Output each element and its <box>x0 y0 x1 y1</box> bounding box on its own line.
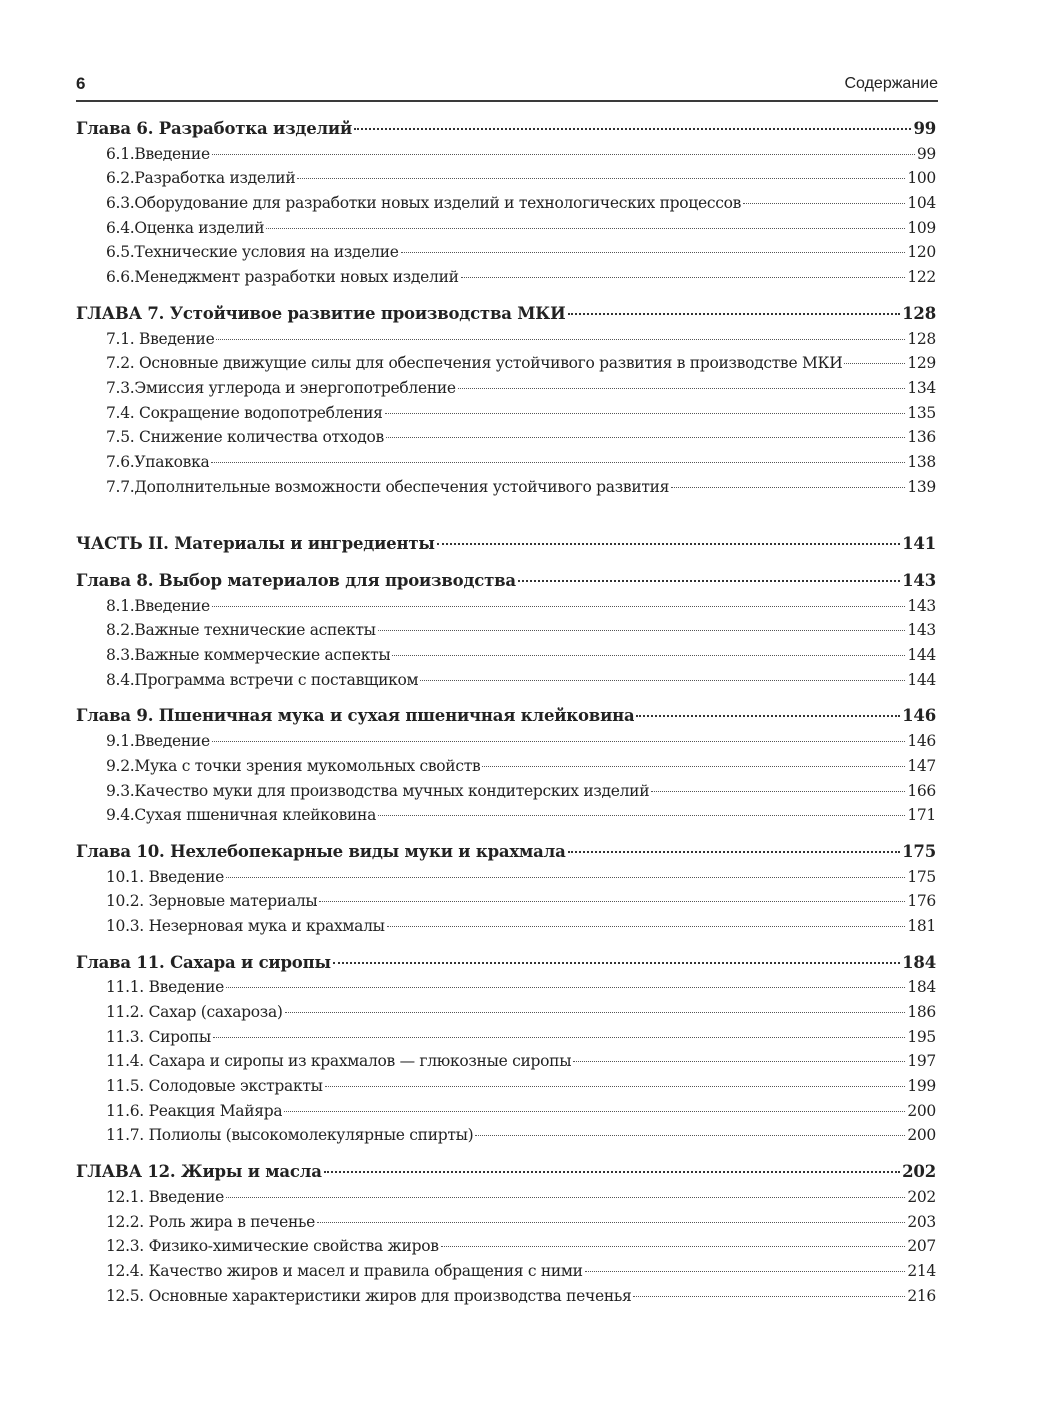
section-entry-page: 144 <box>907 646 936 665</box>
chapter-entry-page: 175 <box>902 841 936 861</box>
section-entry-title: 7.1. Введение <box>106 329 215 348</box>
section-entry[interactable] <box>76 351 936 376</box>
dot-leader <box>387 926 906 927</box>
section-entry-title: 6.4.Оценка изделий <box>106 218 265 237</box>
dot-leader <box>319 901 905 902</box>
section-entry[interactable] <box>76 1099 936 1124</box>
section-gap <box>76 692 936 704</box>
section-entry[interactable] <box>76 779 936 804</box>
chapter-entry[interactable] <box>76 532 936 557</box>
section-entry-title: 11.7. Полиолы (высокомолекулярные спирты) <box>106 1126 474 1145</box>
section-entry[interactable] <box>76 376 936 401</box>
section-entry-page: 104 <box>907 194 936 213</box>
section-entry[interactable] <box>76 327 936 352</box>
dot-leader <box>651 791 905 792</box>
dot-leader <box>386 437 905 438</box>
dot-leader <box>297 178 905 179</box>
section-entry[interactable] <box>76 803 936 828</box>
section-entry-title: 12.1. Введение <box>106 1187 225 1206</box>
section-entry-page: 143 <box>907 596 936 615</box>
dot-leader <box>211 462 905 463</box>
section-entry-title: 6.1.Введение <box>106 144 210 163</box>
section-entry-title: 11.3. Сиропы <box>106 1027 211 1046</box>
section-entry[interactable] <box>76 865 936 890</box>
running-title: Содержание <box>844 75 938 92</box>
chapter-entry-title: ГЛАВА 7. Устойчивое развитие производства МКИ <box>76 303 566 323</box>
section-entry-page: 134 <box>907 378 936 397</box>
section-entry-title: 11.5. Солодовые экстракты <box>106 1077 323 1096</box>
section-entry-title: 10.2. Зерновые материалы <box>106 892 318 911</box>
dot-leader <box>378 630 906 631</box>
section-entry-page: 109 <box>907 218 936 237</box>
dot-leader <box>636 715 900 717</box>
dot-leader <box>573 1061 905 1062</box>
section-entry-title: 8.1.Введение <box>106 596 210 615</box>
chapter-entry[interactable] <box>76 569 936 594</box>
dot-leader <box>518 580 900 582</box>
section-entry[interactable] <box>76 668 936 693</box>
section-gap <box>76 828 936 840</box>
section-entry-title: 11.6. Реакция Майяра <box>106 1101 283 1120</box>
dot-leader <box>482 766 905 767</box>
dot-leader <box>585 1271 906 1272</box>
section-entry-title: 12.4. Качество жиров и масел и правила обращения с ними <box>106 1261 583 1280</box>
chapter-entry[interactable] <box>76 951 936 976</box>
dot-leader <box>226 877 905 878</box>
section-entry[interactable] <box>76 729 936 754</box>
section-entry-page: 122 <box>907 268 936 287</box>
section-entry[interactable] <box>76 618 936 643</box>
section-entry[interactable] <box>76 1074 936 1099</box>
section-entry-page: 128 <box>907 329 936 348</box>
section-entry[interactable] <box>76 166 936 191</box>
section-entry-page: 181 <box>907 916 936 935</box>
chapter-entry-title: Глава 10. Нехлебопекарные виды муки и крахмала <box>76 841 566 861</box>
chapter-entry-title: Глава 6. Разработка изделий <box>76 119 353 138</box>
dot-leader <box>213 1037 905 1038</box>
section-entry-page: 175 <box>907 867 936 886</box>
section-entry-title: 6.2.Разработка изделий <box>106 169 296 188</box>
section-entry[interactable] <box>76 142 936 167</box>
section-entry[interactable] <box>76 1025 936 1050</box>
section-entry-title: 12.2. Роль жира в печенье <box>106 1212 316 1231</box>
dot-leader <box>226 1197 905 1198</box>
section-entry-title: 6.3.Оборудование для разработки новых изделий и технологических процессов <box>106 194 742 213</box>
chapter-entry[interactable] <box>76 117 936 142</box>
section-entry-page: 138 <box>907 452 936 471</box>
section-entry-page: 199 <box>907 1077 936 1096</box>
section-gap <box>76 557 936 569</box>
section-entry[interactable] <box>76 265 936 290</box>
dot-leader <box>461 277 906 278</box>
section-entry-page: 139 <box>907 477 936 496</box>
chapter-entry[interactable] <box>76 1160 936 1185</box>
section-entry[interactable] <box>76 643 936 668</box>
chapter-entry-title: ЧАСТЬ II. Материалы и ингредиенты <box>76 534 435 554</box>
dot-leader <box>324 1171 900 1173</box>
dot-leader <box>420 680 905 681</box>
section-entry-title: 7.2. Основные движущие силы для обеспечения устойчивого развития в производстве МКИ <box>106 354 843 373</box>
section-entry[interactable] <box>76 1185 936 1210</box>
section-entry-page: 186 <box>907 1003 936 1021</box>
section-entry[interactable] <box>76 1210 936 1235</box>
section-entry-page: 135 <box>907 403 936 422</box>
section-entry-page: 166 <box>907 781 936 800</box>
chapter-entry-page: 146 <box>902 706 936 726</box>
page-header <box>76 74 938 102</box>
dot-leader <box>226 987 905 988</box>
dot-leader <box>475 1135 905 1136</box>
section-entry[interactable] <box>76 1049 936 1074</box>
section-entry-title: 12.5. Основные характеристики жиров для производства печенья <box>106 1286 632 1305</box>
section-entry-title: 7.4. Сокращение водопотребления <box>106 403 383 422</box>
section-entry-title: 11.4. Сахара и сиропы из крахмалов — глюкозные сиропы <box>106 1052 572 1071</box>
section-entry[interactable] <box>76 475 936 500</box>
dot-leader <box>568 851 901 853</box>
section-entry-title: 7.7.Дополнительные возможности обеспечения устойчивого развития <box>106 477 670 496</box>
section-gap <box>76 499 936 532</box>
dot-leader <box>216 339 905 340</box>
section-entry[interactable] <box>76 240 936 265</box>
dot-leader <box>392 655 905 656</box>
section-entry-page: 136 <box>907 428 936 447</box>
section-entry[interactable] <box>76 889 936 914</box>
section-entry-title: 11.1. Введение <box>106 978 225 997</box>
chapter-entry-page: 202 <box>902 1162 936 1182</box>
section-entry-page: 129 <box>907 354 936 373</box>
section-entry-title: 11.2. Сахар (сахароза) <box>106 1003 283 1021</box>
section-entry-title: 8.4.Программа встречи с поставщиком <box>106 670 419 689</box>
section-gap <box>76 1148 936 1160</box>
section-entry-title: 9.2.Мука с точки зрения мукомольных свойств <box>106 756 481 775</box>
section-entry-title: 7.6.Упаковка <box>106 452 210 471</box>
section-entry-page: 100 <box>907 169 936 188</box>
section-entry[interactable] <box>76 754 936 779</box>
section-entry-page: 195 <box>907 1027 936 1046</box>
chapter-entry[interactable] <box>76 704 936 729</box>
chapter-entry[interactable] <box>76 840 936 865</box>
dot-leader <box>401 252 906 253</box>
dot-leader <box>385 413 906 414</box>
section-entry-page: 200 <box>907 1126 936 1145</box>
section-entry-page: 202 <box>907 1187 936 1206</box>
section-entry[interactable] <box>76 191 936 216</box>
section-entry-page: 184 <box>907 978 936 997</box>
dot-leader <box>284 1111 905 1112</box>
dot-leader <box>458 388 906 389</box>
section-entry-title: 7.3.Эмиссия углерода и энергопотребление <box>106 378 456 397</box>
dot-leader <box>844 363 905 364</box>
section-entry[interactable] <box>76 1000 936 1025</box>
table-of-contents <box>76 117 936 1308</box>
section-entry-page: 214 <box>907 1261 936 1280</box>
section-entry-page: 200 <box>907 1101 936 1120</box>
section-entry[interactable] <box>76 1259 936 1284</box>
dot-leader <box>333 962 900 964</box>
section-entry-title: 8.3.Важные коммерческие аспекты <box>106 646 391 665</box>
section-entry[interactable] <box>76 975 936 1000</box>
chapter-entry-title: Глава 11. Сахара и сиропы <box>76 952 331 972</box>
section-entry[interactable] <box>76 594 936 619</box>
section-entry[interactable] <box>76 401 936 426</box>
chapter-entry-page: 143 <box>902 571 936 590</box>
section-entry[interactable] <box>76 425 936 450</box>
section-entry-page: 216 <box>907 1286 936 1305</box>
section-entry-page: 171 <box>907 806 936 825</box>
page-number: 6 <box>76 74 86 93</box>
section-entry-page: 176 <box>907 892 936 911</box>
section-entry-title: 10.3. Незерновая мука и крахмалы <box>106 916 385 935</box>
chapter-entry-page: 141 <box>902 534 936 554</box>
section-entry-page: 197 <box>907 1052 936 1071</box>
chapter-entry-title: Глава 8. Выбор материалов для производства <box>76 571 516 590</box>
chapter-entry-page: 128 <box>902 303 936 323</box>
dot-leader <box>285 1012 906 1013</box>
dot-leader <box>325 1086 906 1087</box>
dot-leader <box>378 815 905 816</box>
section-entry-title: 12.3. Физико-химические свойства жиров <box>106 1237 439 1256</box>
section-gap <box>76 290 936 302</box>
section-entry-page: 203 <box>907 1212 936 1231</box>
section-entry[interactable] <box>76 914 936 939</box>
section-entry-page: 207 <box>907 1237 936 1256</box>
chapter-entry-title: ГЛАВА 12. Жиры и масла <box>76 1162 322 1182</box>
section-entry-page: 120 <box>907 243 936 262</box>
section-entry-title: 9.3.Качество муки для производства мучных кондитерских изделий <box>106 781 650 800</box>
section-entry-page: 99 <box>916 144 936 163</box>
dot-leader <box>441 1246 906 1247</box>
section-entry-title: 9.1.Введение <box>106 732 210 751</box>
section-entry[interactable] <box>76 1284 936 1309</box>
dot-leader <box>743 203 905 204</box>
dot-leader <box>317 1222 905 1223</box>
chapter-entry-page: 184 <box>902 952 936 972</box>
section-entry-page: 147 <box>907 756 936 775</box>
section-entry[interactable] <box>76 1234 936 1259</box>
section-entry[interactable] <box>76 216 936 241</box>
section-entry-title: 6.5.Технические условия на изделие <box>106 243 399 262</box>
dot-leader <box>568 313 901 315</box>
section-entry-page: 143 <box>907 621 936 640</box>
dot-leader <box>437 543 900 545</box>
section-entry-title: 7.5. Снижение количества отходов <box>106 428 384 447</box>
chapter-entry-page: 99 <box>913 119 936 138</box>
chapter-entry-title: Глава 9. Пшеничная мука и сухая пшеничная клейковина <box>76 706 635 726</box>
section-entry-title: 10.1. Введение <box>106 867 225 886</box>
section-entry[interactable] <box>76 1123 936 1148</box>
dot-leader <box>212 606 905 607</box>
section-entry[interactable] <box>76 450 936 475</box>
section-gap <box>76 939 936 951</box>
chapter-entry[interactable] <box>76 302 936 327</box>
dot-leader <box>354 128 911 130</box>
dot-leader <box>212 741 905 742</box>
dot-leader <box>266 228 905 229</box>
section-entry-page: 146 <box>907 732 936 751</box>
section-entry-title: 6.6.Менеджмент разработки новых изделий <box>106 268 459 287</box>
section-entry-page: 144 <box>907 670 936 689</box>
dot-leader <box>212 154 915 155</box>
section-entry-title: 8.2.Важные технические аспекты <box>106 621 376 640</box>
dot-leader <box>671 487 905 488</box>
dot-leader <box>633 1296 905 1297</box>
section-entry-title: 9.4.Сухая пшеничная клейковина <box>106 806 377 825</box>
